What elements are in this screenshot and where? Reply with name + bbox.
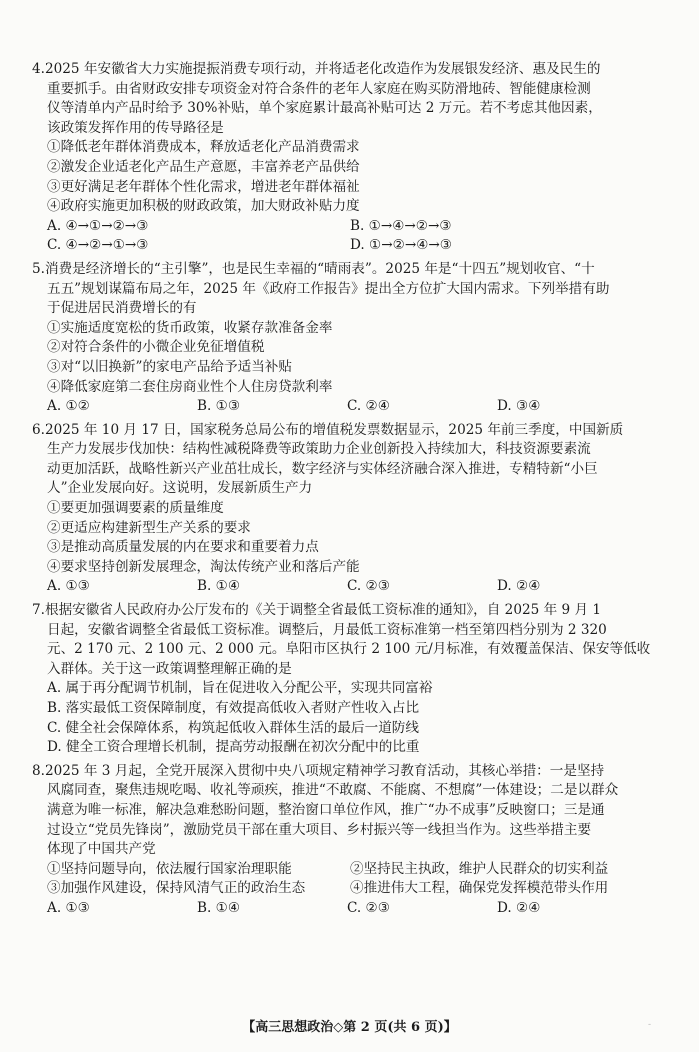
- option-c[interactable]: C. ②③: [347, 899, 390, 916]
- exam-page: [32, 60, 672, 923]
- option-a[interactable]: A. ①③: [47, 578, 90, 595]
- stem-line: 入群体。关于这一政策调整理解正确的是: [47, 660, 292, 677]
- stem-line: 4.2025 年安徽省大力实施提振消费专项行动，并将适老化改造作为发展银发经济、惠及民生的: [32, 61, 601, 77]
- option-c[interactable]: C. 健全社会保障体系，构筑起低收入群体生活的最后一道防线: [47, 719, 419, 736]
- stem-line: 过设立“党员先锋岗”，激励党员干部在重大项目、乡村振兴等一线担当作为。这些举措主要: [47, 821, 592, 838]
- stem-line: 重要抓手。由省财政安排专项资金对符合条件的老年人家庭在购买防滑地砖、智能健康检测: [47, 80, 591, 97]
- statement-4: ④降低家庭第二套住房商业性个人住房贷款利率: [47, 378, 333, 395]
- option-a[interactable]: A. ①②: [47, 398, 90, 415]
- stem-line: 动更加活跃，战略性新兴产业茁壮成长，数字经济与实体经济融合深入推进，专精特新“小巨: [47, 460, 598, 477]
- stray-mark: -: [648, 1020, 652, 1030]
- question-5: [32, 260, 672, 417]
- stem-line: 6.2025 年 10 月 17 日，国家税务总局公布的增值税发票数据显示，2025 年前三季度，中国新质: [32, 421, 624, 438]
- question-7: [32, 601, 672, 758]
- stem-line: 仪等清单内产品时给予 30%补贴，单个家庭累计最高补贴可达 2 万元。若不考虑其他因素，: [47, 100, 602, 117]
- question-stem: [32, 60, 672, 138]
- options-row: [32, 577, 672, 597]
- stem-line: 风腐同查，聚焦违规吃喝、收礼等顽疾，推进“不敢腐、不能腐、不想腐”一体建设；二是以群众: [47, 782, 619, 799]
- stem-line: 满意为唯一标准，解决急难愁盼问题，整治窗口单位作风，推广“办不成事”反映窗口；三是通: [47, 801, 605, 818]
- options-row: [32, 217, 672, 237]
- statement-4: ④要求坚持创新发展理念，淘汰传统产业和落后产能: [47, 558, 360, 575]
- stem-line: 五五”规划谋篇布局之年，2025 年《政府工作报告》提出全方位扩大国内需求。下列举措有助: [47, 280, 610, 297]
- option-b[interactable]: B. 落实最低工资保障制度，有效提高低收入者财产性收入占比: [47, 700, 420, 716]
- question-4: [32, 60, 672, 256]
- option-c[interactable]: C. ②④: [347, 398, 390, 415]
- stem-line: 8.2025 年 3 月起，全党开展深入贯彻中央八项规定精神学习教育活动，其核心举措：一是坚持: [32, 762, 605, 779]
- statement-4: ④推进伟大工程，确保党发挥模范带头作用: [350, 880, 609, 897]
- question-stem: [32, 421, 672, 499]
- statement-1: ①实施适度宽松的货币政策，收紧存款准备金率: [47, 319, 333, 336]
- statement-4: ④政府实施更加积极的财政政策，加大财政补贴力度: [47, 198, 360, 215]
- stem-line: 日起，安徽省调整全省最低工资标准。调整后，月最低工资标准第一档至第四档分别为 2 320: [47, 621, 607, 638]
- question-stem: [32, 260, 672, 319]
- stem-line: 7.根据安徽省人民政府办公厅发布的《关于调整全省最低工资标准的通知》，自 2025 年 9 月 1: [32, 602, 602, 619]
- option-d[interactable]: D. ③④: [497, 398, 541, 415]
- stem-line: 体现了中国共产党: [47, 841, 156, 858]
- question-6: [32, 421, 672, 597]
- option-b[interactable]: B. ①③: [197, 398, 241, 415]
- stem-line: 生产力发展步伐加快：结构性减税降费等政策助力企业创新投入持续加大，科技资源要素流: [47, 441, 591, 458]
- statement-2: ②激发企业适老化产品生产意愿，丰富养老产品供给: [47, 158, 360, 175]
- statement-2: ②对符合条件的小微企业免征增值税: [47, 339, 265, 356]
- option-d[interactable]: D. ①→②→④→③: [350, 237, 452, 254]
- statement-3: ③更好满足老年群体个性化需求，增进老年群体福祉: [47, 178, 360, 195]
- statement-3: ③对“以旧换新”的家电产品给予适当补贴: [47, 358, 292, 375]
- statement-2: ②坚持民主执政，维护人民群众的切实利益: [350, 860, 609, 877]
- option-d[interactable]: D. ②④: [497, 899, 541, 916]
- option-b[interactable]: B. ①④: [197, 578, 241, 595]
- option-c[interactable]: C. ②③: [347, 578, 390, 595]
- question-stem: [32, 762, 672, 860]
- options-row: [32, 397, 672, 417]
- option-d[interactable]: D. 健全工资合理增长机制，提高劳动报酬在初次分配中的比重: [47, 739, 420, 756]
- option-a[interactable]: A. ①③: [47, 899, 90, 916]
- statement-3: ③是推动高质量发展的内在要求和重要着力点: [47, 539, 319, 556]
- option-c[interactable]: C. ④→②→①→③: [47, 237, 149, 254]
- option-a[interactable]: A. ④→①→②→③: [47, 217, 149, 234]
- options-row: [32, 236, 672, 256]
- option-d[interactable]: D. ②④: [497, 578, 541, 595]
- stem-line: 5.消费是经济增长的“主引擎”，也是民生幸福的“晴雨表”。2025 年是“十四五”规划收官、“十: [32, 260, 595, 277]
- statement-1: ①坚持问题导向，依法履行国家治理职能: [47, 860, 292, 877]
- option-b[interactable]: B. ①→④→②→③: [350, 217, 452, 234]
- page-footer: 【高三思想政治◇第 2 页(共 6 页)】: [242, 1020, 457, 1035]
- stem-line: 该政策发挥作用的传导路径是: [47, 119, 224, 136]
- question-8: [32, 762, 672, 919]
- stem-line: 于促进居民消费增长的有: [47, 300, 197, 317]
- statement-2: ②更适应构建新型生产关系的要求: [47, 519, 251, 536]
- statements-row: [32, 860, 672, 880]
- option-b[interactable]: B. ①④: [197, 899, 241, 916]
- question-stem: [32, 601, 672, 679]
- statement-1: ①降低老年群体消费成本，释放适老化产品消费需求: [47, 139, 360, 156]
- stem-line: 人”企业发展向好。这说明，发展新质生产力: [47, 480, 313, 497]
- stem-line: 元、2 170 元、2 100 元、2 000 元。阜阳市区执行 2 100 元/月标准，有效覆盖保洁、保安等低收: [47, 641, 651, 658]
- statement-1: ①要更加强调要素的质量维度: [47, 500, 224, 517]
- statement-3: ③加强作风建设，保持风清气正的政治生态: [47, 880, 306, 897]
- options-row: [32, 899, 672, 919]
- statements-row: [32, 879, 672, 899]
- option-a[interactable]: A. 属于再分配调节机制，旨在促进收入分配公平，实现共同富裕: [47, 680, 433, 697]
